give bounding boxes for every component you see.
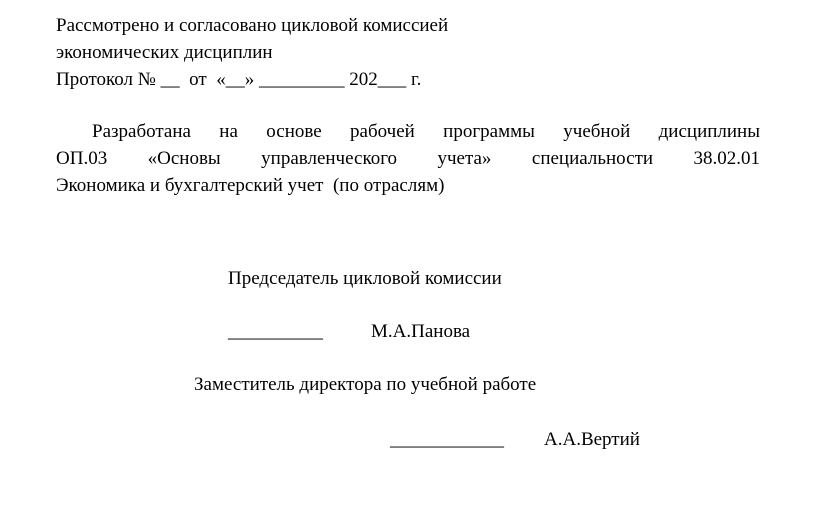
signatures-section <box>56 265 760 453</box>
spacer-after-header <box>56 93 760 118</box>
chair-title: Председатель цикловой комиссии <box>228 268 502 289</box>
chair-name: М.А.Панова <box>371 321 471 342</box>
basis-paragraph-line-3: Экономика и бухгалтерский учет (по отраслям) <box>56 175 445 196</box>
deputy-title: Заместитель директора по учебной работе <box>194 374 537 395</box>
approval-header <box>56 12 760 93</box>
basis-paragraph <box>56 118 760 199</box>
spacer-before-signatures <box>56 199 760 265</box>
basis-paragraph-line-1: Разработана на основе рабочей программы учебной дисциплины <box>92 121 760 142</box>
approval-header-line-1: Рассмотрено и согласовано цикловой комиссией <box>56 15 449 36</box>
chair-signature-row <box>56 318 760 345</box>
deputy-signature-row <box>56 426 760 453</box>
basis-paragraph-line-2: ОП.03 «Основы управленческого учета» специальности 38.02.01 <box>56 148 760 169</box>
protocol-line: Протокол № __ от «__» _________ 202___ г. <box>56 69 422 90</box>
deputy-signature-rule: ____________ <box>390 429 504 450</box>
approval-header-line-2: экономических дисциплин <box>56 42 273 63</box>
chair-signature-rule: __________ <box>228 321 323 342</box>
deputy-name: А.А.Вертий <box>544 429 640 450</box>
